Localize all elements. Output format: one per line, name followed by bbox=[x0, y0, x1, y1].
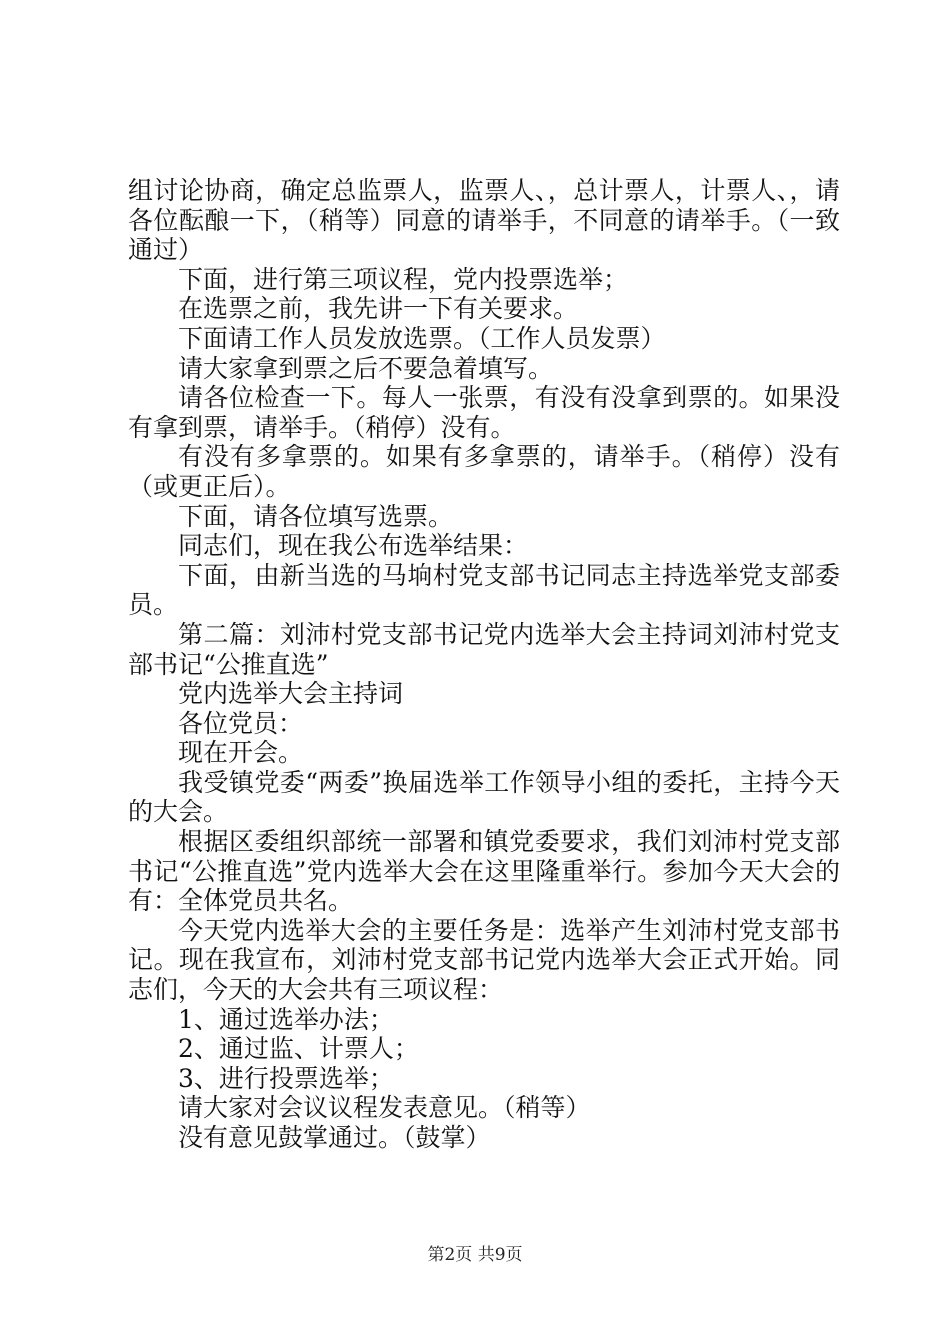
paragraph: 3、进行投票选举； bbox=[178, 1063, 394, 1093]
paragraph: 下面，进行第三项议程，党内投票选举； bbox=[178, 264, 629, 294]
paragraph: 现在开会。 bbox=[178, 738, 304, 768]
paragraph: 请大家拿到票之后不要急着填写。 bbox=[178, 353, 554, 383]
document-body bbox=[128, 176, 840, 1153]
paragraph: 1、通过选举办法； bbox=[178, 1004, 394, 1034]
paragraph: 我受镇党委“两委”换届选举工作领导小组的委托，主持今天的大会。 bbox=[128, 767, 840, 827]
paragraph: 在选票之前，我先讲一下有关要求。 bbox=[178, 294, 579, 324]
paragraph: 第二篇：刘沛村党支部书记党内选举大会主持词刘沛村党支部书记“公推直选” bbox=[128, 619, 840, 679]
paragraph: 党内选举大会主持词 bbox=[178, 679, 404, 709]
paragraph: 下面，由新当选的马垧村党支部书记同志主持选举党支部委员。 bbox=[128, 560, 840, 620]
paragraph: 有没有多拿票的。如果有多拿票的，请举手。（稍停）没有（或更正后）。 bbox=[128, 442, 840, 501]
paragraph: 同志们，现在我公布选举结果： bbox=[178, 531, 529, 561]
paragraph: 请大家对会议议程发表意见。（稍等） bbox=[178, 1093, 591, 1123]
paragraph: 今天党内选举大会的主要任务是：选举产生刘沛村党支部书记。现在我宣布，刘沛村党支部书记党内选举大会正式开始。同志们，今天的大会共有三项议程： bbox=[128, 915, 840, 1005]
paragraph: 各位党员： bbox=[178, 708, 304, 738]
paragraph: 根据区委组织部统一部署和镇党委要求，我们刘沛村党支部书记“公推直选”党内选举大会在这里隆重举行。参加今天大会的有：全体党员共名。 bbox=[128, 827, 840, 916]
page-footer: 第2页 共9页 bbox=[427, 1245, 523, 1265]
paragraph: 2、通过监、计票人； bbox=[178, 1034, 419, 1064]
paragraph: 组讨论协商，确定总监票人，监票人、，总计票人，计票人、，请各位酝酿一下，（稍等）同意的请举手，不同意的请举手。（一致通过） bbox=[128, 176, 840, 265]
paragraph: 下面，请各位填写选票。 bbox=[178, 501, 454, 531]
paragraph: 没有意见鼓掌通过。（鼓掌） bbox=[178, 1123, 491, 1152]
paragraph: 下面请工作人员发放选票。（工作人员发票） bbox=[178, 323, 666, 353]
paragraph: 请各位检查一下。每人一张票，有没有没拿到票的。如果没有拿到票，请举手。（稍停）没有。 bbox=[128, 383, 840, 442]
